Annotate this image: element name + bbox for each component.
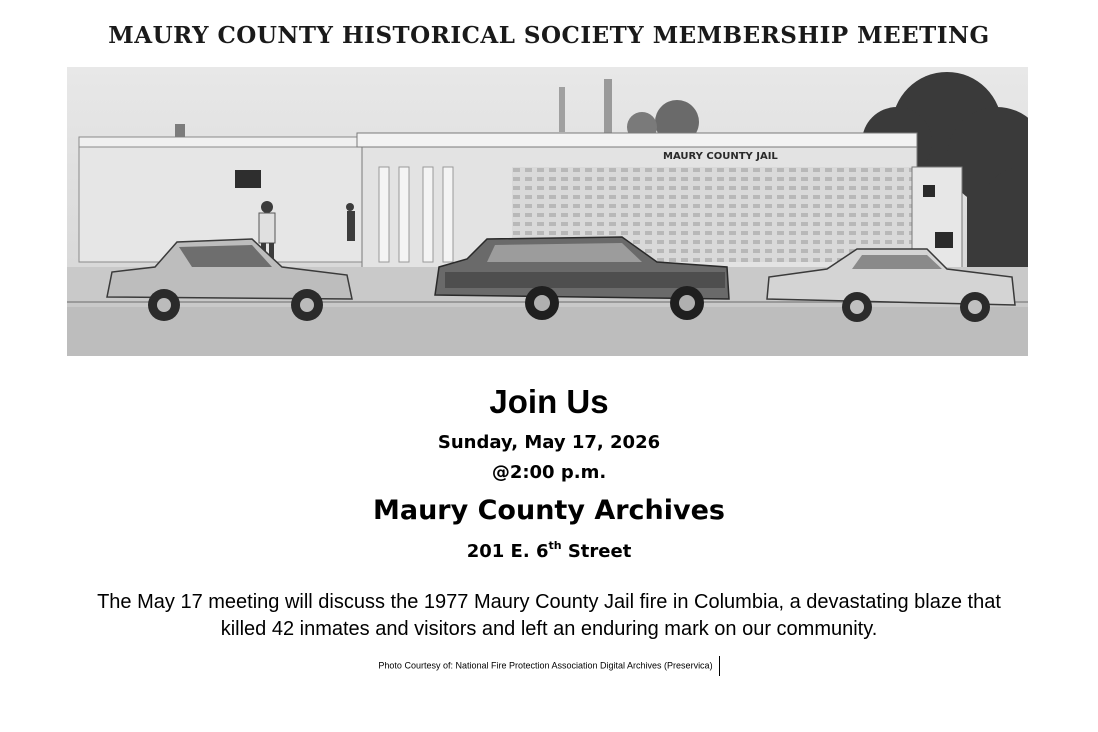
page-title: MAURY COUNTY HISTORICAL SOCIETY MEMBERSHIP MEETING	[108, 22, 990, 49]
text-cursor	[719, 656, 720, 676]
jail-sign: MAURY COUNTY JAIL	[663, 151, 778, 162]
address-prefix: 201 E. 6	[466, 541, 549, 562]
event-address	[0, 540, 1098, 562]
join-us-heading: Join Us	[489, 383, 609, 420]
address-suffix: Street	[561, 541, 632, 562]
event-venue: Maury County Archives	[372, 495, 725, 526]
photo-credit	[0, 656, 1098, 676]
address-ordinal: th	[548, 539, 562, 552]
description-line-2: killed 42 inmates and visitors and left an enduring mark on our community.	[220, 618, 878, 640]
description-line-1: The May 17 meeting will discuss the 1977 Maury County Jail fire in Columbia, a devastating blaze that	[97, 591, 1001, 613]
jail-photo	[67, 67, 1028, 356]
event-time: @2:00 p.m.	[491, 462, 607, 483]
meeting-description	[60, 589, 1038, 643]
photo-credit-text: Photo Courtesy of: National Fire Protection Association Digital Archives (Preservica)	[378, 660, 713, 671]
event-date: Sunday, May 17, 2026	[437, 432, 661, 453]
